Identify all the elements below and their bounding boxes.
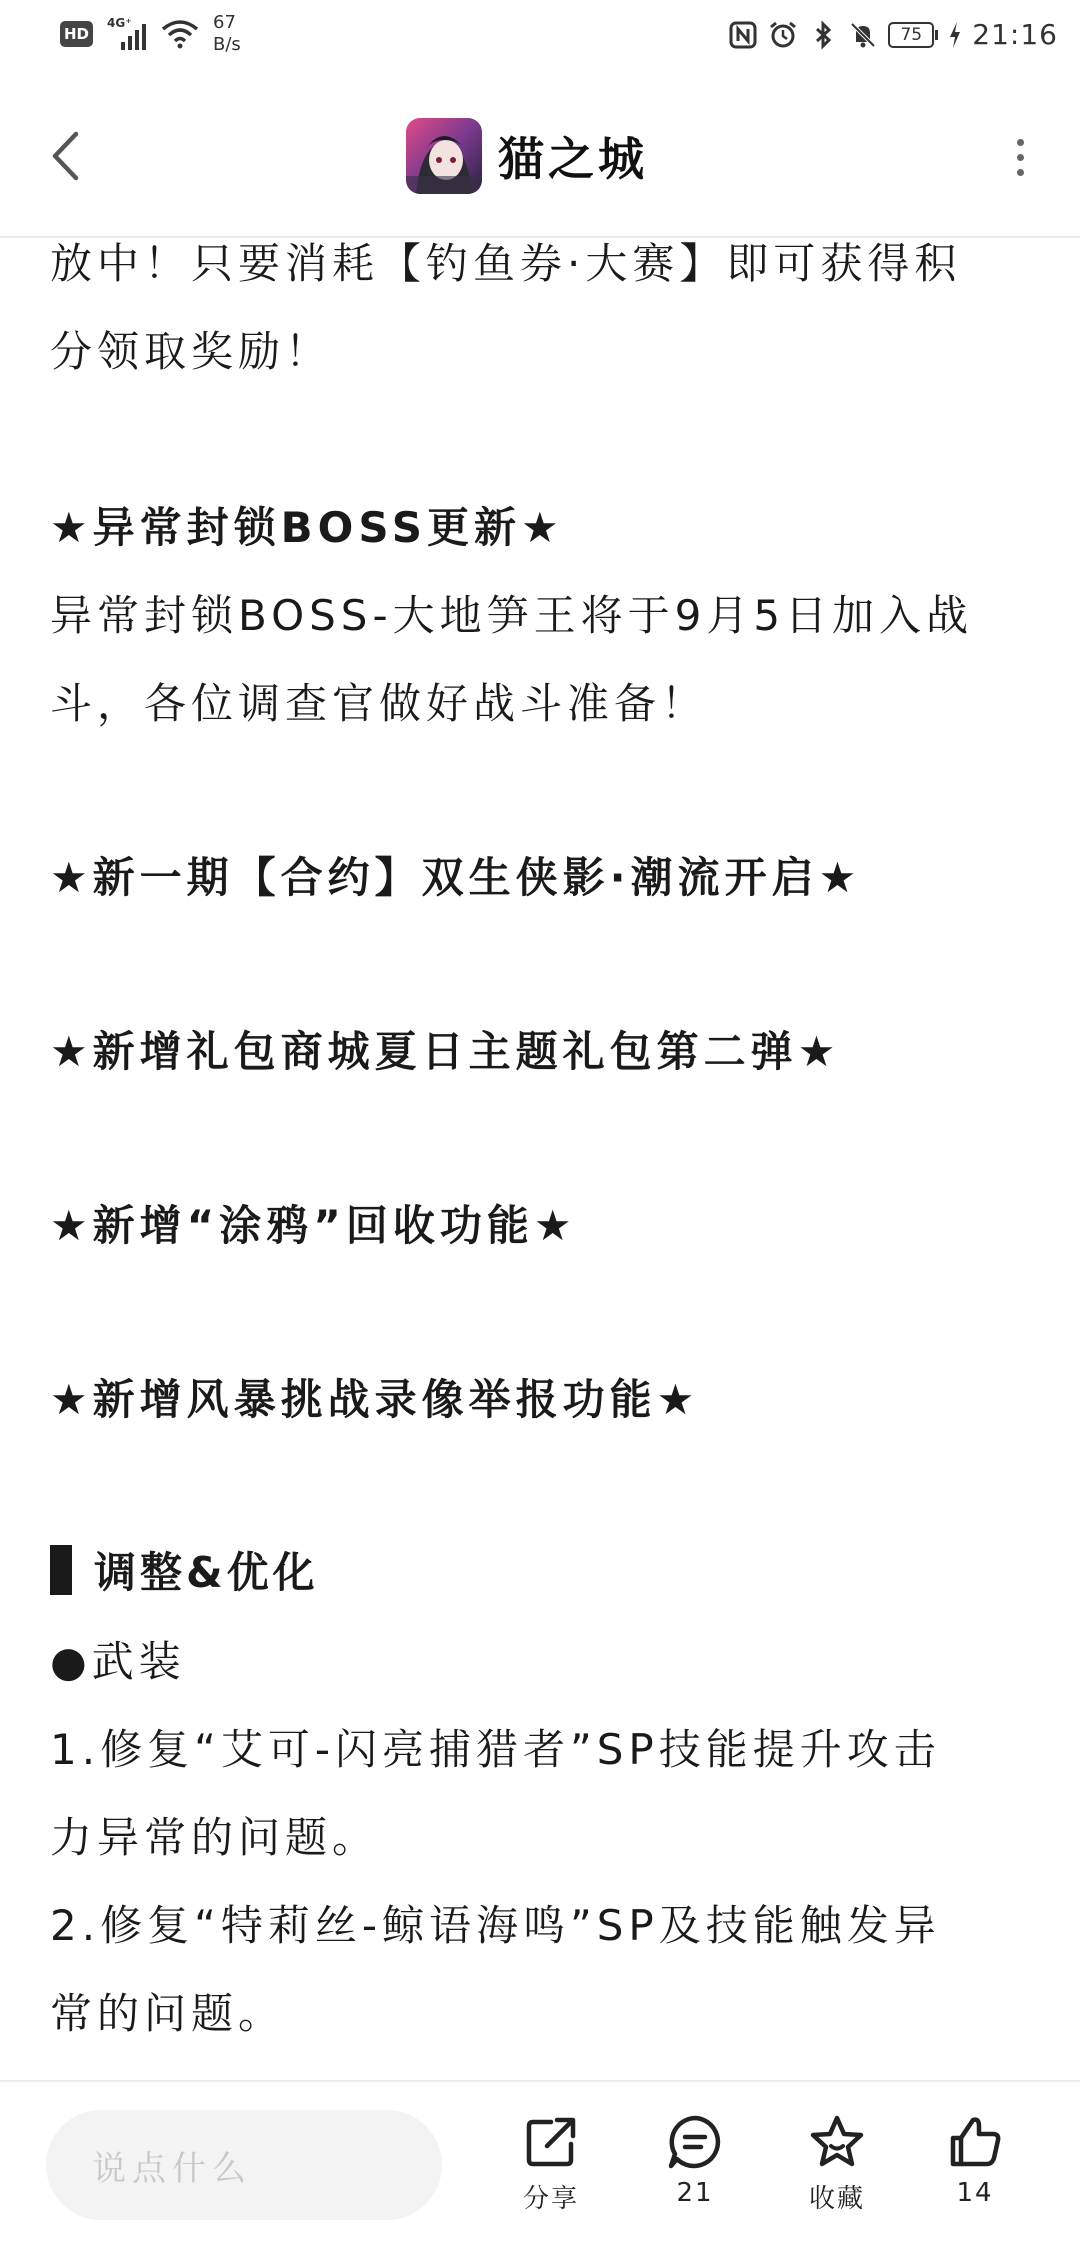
- comment-button[interactable]: [640, 2112, 750, 2208]
- list-item: 2.修复“特莉丝-鲸语海鸣”SP及技能触发异: [50, 1901, 941, 1950]
- battery-icon: [888, 22, 938, 48]
- section-marker: [50, 1545, 72, 1595]
- thumbs-up-icon: [945, 2112, 1005, 2172]
- section-heading: ★新增风暴挑战录像举报功能★: [50, 1375, 700, 1424]
- speed-unit: B/s: [213, 34, 241, 55]
- comment-count: 21: [676, 2178, 714, 2208]
- hd-badge: HD: [60, 21, 93, 47]
- speed-value: 67: [213, 12, 236, 33]
- share-button[interactable]: [496, 2112, 606, 2215]
- section-heading: ★新增“涂鸦”回收功能★: [50, 1201, 577, 1250]
- comment-input[interactable]: [46, 2110, 442, 2220]
- star-icon: [807, 2112, 867, 2172]
- favorite-button[interactable]: [782, 2112, 892, 2215]
- paragraph-line: 放中！只要消耗【钓鱼券·大赛】即可获得积: [50, 240, 962, 288]
- section-heading: ★新一期【合约】双生侠影·潮流开启★: [50, 853, 862, 902]
- app-avatar[interactable]: [406, 118, 482, 194]
- share-icon: [521, 2112, 581, 2172]
- comment-placeholder: 说点什么: [92, 2148, 252, 2189]
- chevron-left-icon: [50, 130, 80, 182]
- subsection-title: ●武装: [50, 1637, 186, 1686]
- bluetooth-icon: [808, 20, 838, 50]
- list-item: 常的问题。: [50, 1989, 286, 2038]
- charging-icon: [948, 20, 962, 50]
- list-item: 1.修复“艾可-闪亮捕猎者”SP技能提升攻击: [50, 1725, 941, 1774]
- wifi-icon: [161, 19, 199, 49]
- network-type: 4G⁺: [107, 16, 132, 30]
- back-button[interactable]: [40, 124, 90, 188]
- bottom-action-bar: [0, 2080, 1080, 2244]
- alarm-icon: [768, 20, 798, 50]
- clock: 21:16: [972, 18, 1058, 51]
- more-options-button[interactable]: [1000, 132, 1040, 182]
- share-label: 分享: [522, 2184, 579, 2214]
- paragraph-line: 斗，各位调查官做好战斗准备！: [50, 679, 709, 728]
- section-title-text: 调整&优化: [94, 1548, 319, 1597]
- like-count: 14: [956, 2178, 994, 2208]
- status-bar: [0, 0, 1080, 74]
- status-right: [728, 18, 1058, 51]
- signal-icon: [107, 16, 147, 52]
- mute-icon: [848, 20, 878, 50]
- nfc-icon: [728, 20, 758, 50]
- comment-icon: [665, 2112, 725, 2172]
- section-heading: ★新增礼包商城夏日主题礼包第二弹★: [50, 1027, 841, 1076]
- like-button[interactable]: [920, 2112, 1030, 2208]
- paragraph-line: 分领取奖励！: [50, 327, 333, 376]
- section-heading: ★异常封锁BOSS更新★: [50, 503, 564, 552]
- page-title: 猫之城: [498, 132, 648, 186]
- network-speed: [213, 12, 241, 56]
- list-item: 力异常的问题。: [50, 1813, 380, 1862]
- favorite-label: 收藏: [808, 2184, 865, 2214]
- status-left: [60, 12, 241, 56]
- section-title: [50, 1540, 319, 1600]
- title-group[interactable]: [406, 118, 648, 194]
- nav-bar: [0, 74, 1080, 238]
- battery-level: 75: [888, 22, 934, 48]
- article-content: [0, 240, 1080, 2080]
- paragraph-line: 异常封锁BOSS-大地笋王将于9月5日加入战: [50, 591, 974, 640]
